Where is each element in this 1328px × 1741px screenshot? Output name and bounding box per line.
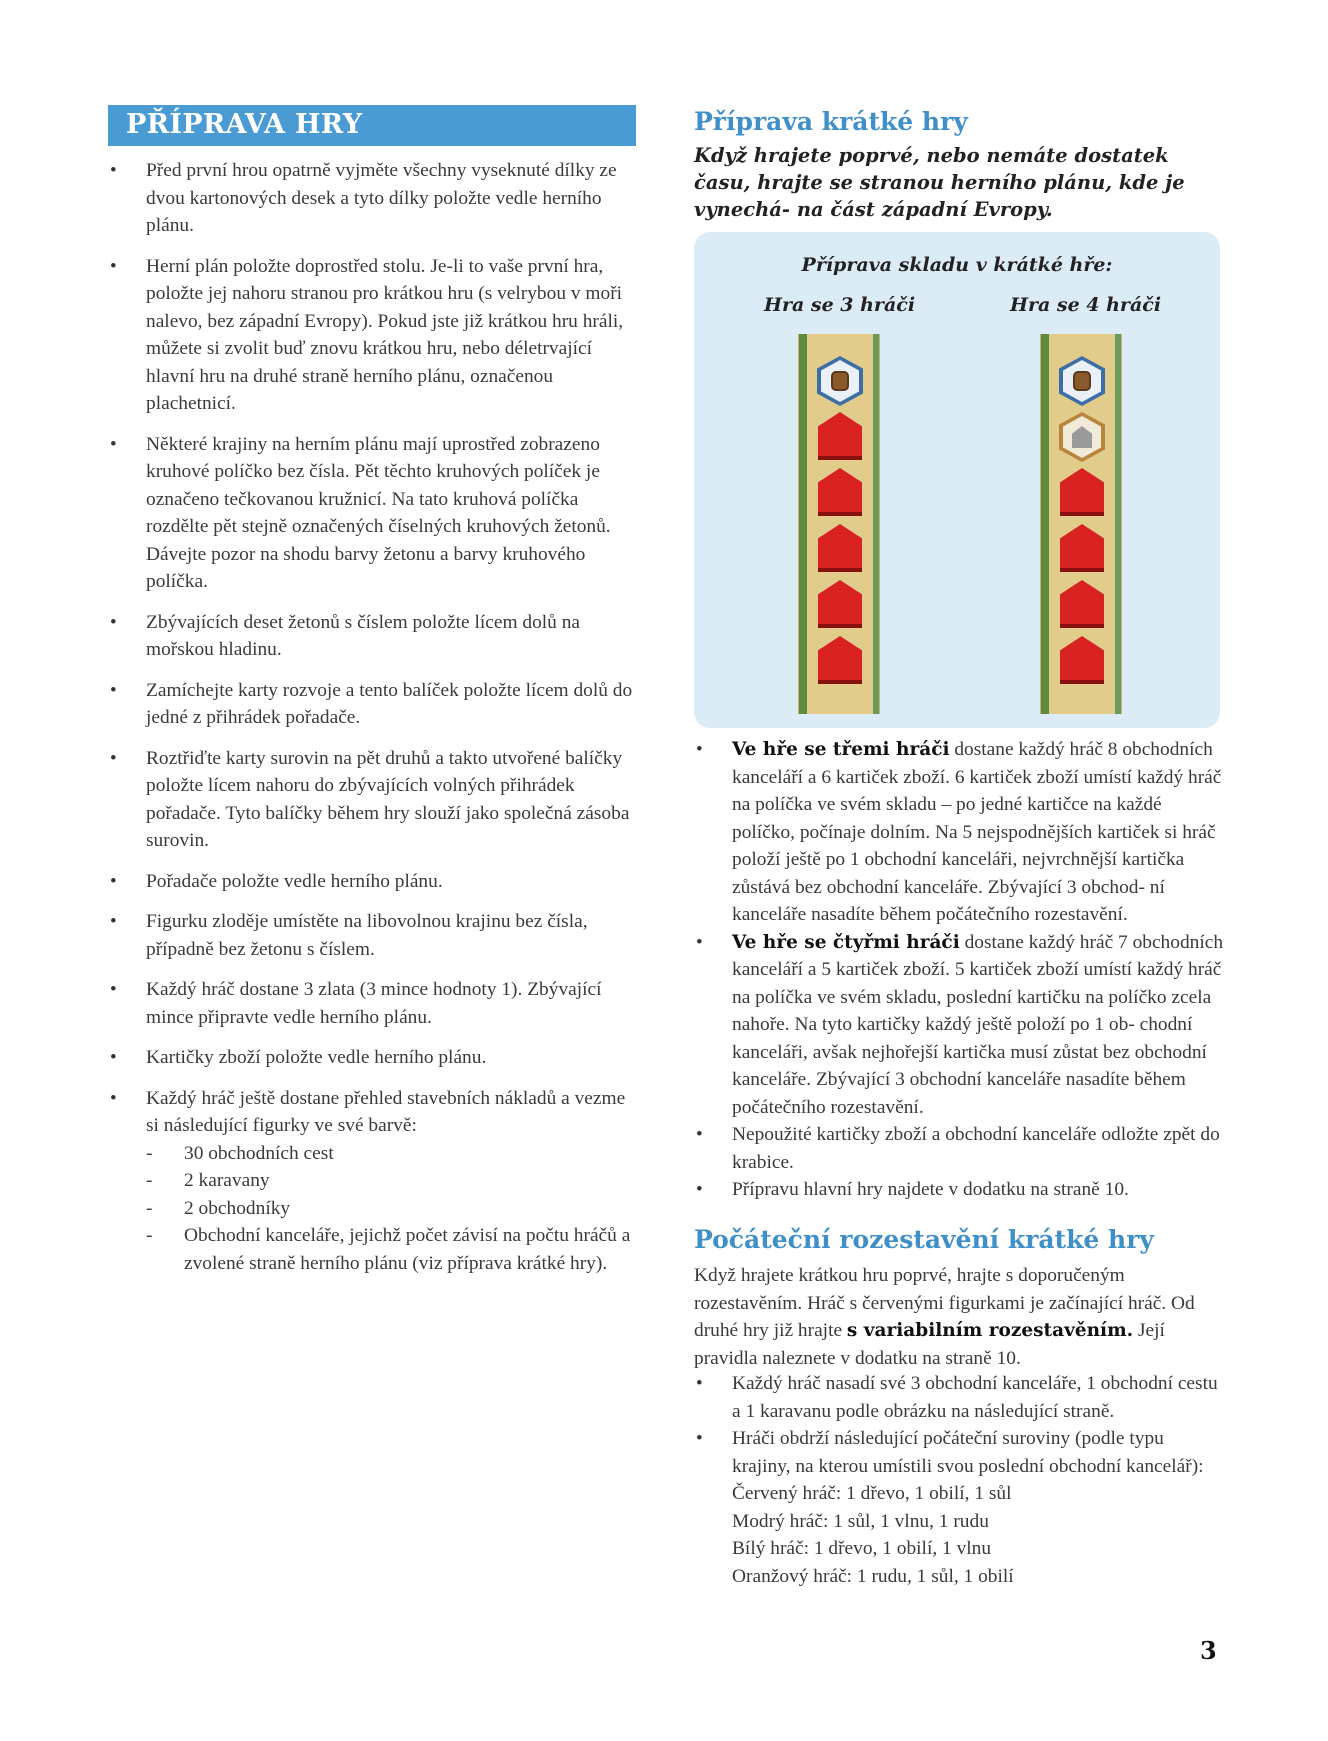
page-number: 3 (1200, 1636, 1217, 1665)
list-item: • Každý hráč ještě dostane přehled stavebních nákladů a vezme si následující figurky ve své barvě: - 30 obchodních cest - 2 karavany - 2 obchodníky - Obchodní kanceláře, jejichž počet závisí na počtu hráčů a zvolené straně herního plánu (viz příprava krátké hry). (108, 1085, 638, 1278)
office-figure (1059, 468, 1105, 518)
section-heading: PŘÍPRAVA HRY (108, 105, 636, 146)
list-item: • Zbývajících deset žetonů s číslem položte lícem dolů na mořskou hladinu. (110, 611, 580, 660)
office-figure (817, 636, 863, 686)
storage-strip-4p (1040, 334, 1122, 714)
empty-slot (1059, 412, 1105, 462)
list-item: • Hráči obdrží následující počáteční suroviny (podle typu krajiny, na kterou umístili svou poslední obchodní kancelář): Červený hráč: 1 dřevo, 1 obilí, 1 sůl Modrý hráč: 1 sůl, 1 vlnu, 1 rudu Bílý hráč: 1 dřevo, 1 obilí, 1 vlnu Oranžový hráč: 1 rudu, 1 sůl, 1 obilí (694, 1425, 1224, 1590)
dash-item: - 30 obchodních cest (146, 1142, 334, 1164)
list-item: • Ve hře se čtyřmi hráči dostane každý hráč 7 obchodních kanceláří a 5 kartiček zboží. 5 kartiček zboží umístí každý hráč na políčka ve svém skladu, poslední kartičku na políčko zcela nahoře. Na tyto kartičky každý ještě položí po 1 ob- chodní kanceláři, avšak nejhořejší kartička musí zůstat bez obchodní kanceláře. Zbývající 3 obchodní kanceláře nasadíte během počátečního rozestavění. (696, 931, 1224, 1118)
dash-item: - 2 obchodníky (146, 1197, 291, 1219)
initial-placement-heading: Počáteční rozestavění krátké hry (694, 1225, 1154, 1254)
office-figure (1059, 636, 1105, 686)
resource-line: Bílý hráč: 1 dřevo, 1 obilí, 1 vlnu (732, 1538, 992, 1559)
initial-placement-text: Když hrajete krátkou hru poprvé, hrajte s doporučeným rozestavěním. Hráč s červenými figurkami je začínající hráč. Od druhé hry již hrajte s variabilním rozestavěním. Její pravidla naleznete v dodatku na straně 10. (694, 1265, 1195, 1369)
list-item: • Zamíchejte karty rozvoje a tento balíček položte lícem dolů do jedné z přihrádek pořadače. (110, 679, 633, 728)
goods-tile (817, 356, 863, 406)
goods-tile (1059, 356, 1105, 406)
office-figure (817, 412, 863, 462)
office-figure (1059, 524, 1105, 574)
office-figure (817, 580, 863, 630)
office-figure (1059, 580, 1105, 630)
resource-line: Modrý hráč: 1 sůl, 1 vlnu, 1 rudu (732, 1510, 989, 1532)
storage-strip-3p (798, 334, 880, 714)
office-figure (817, 524, 863, 574)
resource-line: Červený hráč: 1 dřevo, 1 obilí, 1 sůl (732, 1483, 1012, 1504)
resource-line: Oranžový hráč: 1 rudu, 1 sůl, 1 obilí (732, 1565, 1014, 1587)
list-item: • Nepoužité kartičky zboží a obchodní kanceláře odložte zpět do krabice. (696, 1124, 1220, 1173)
house-icon (1072, 426, 1092, 448)
short-game-intro: Když hrajete poprvé, nebo nemáte dostatek času, hrajte se stranou herního plánu, kde je vynechá- na část západní Evropy. (694, 144, 1185, 221)
storage-setup-box (694, 232, 1220, 728)
box-title: Příprava skladu v krátké hře: (801, 254, 1113, 276)
list-item: • Herní plán položte doprostřed stolu. Je-li to vaše první hra, položte jej nahoru stranou pro krátkou hru (s velrybou v moři nalevo, bez západní Evropy). Pokud jste již krátkou hru hráli, můžete si zvolit buď znovu krátkou hru, nebo déletrvající hlavní hru na druhé straně herního plánu, označenou plachetnicí. (110, 255, 624, 414)
barrel-icon (1073, 371, 1091, 391)
office-figure (817, 468, 863, 518)
figure-list (146, 1140, 638, 1278)
short-setup-list (694, 736, 1224, 1204)
list-item: • Před první hrou opatrně vyjměte všechny vyseknuté dílky ze dvou kartonových desek a tyto dílky položte vedle herního plánu. (110, 160, 617, 236)
list-item: • Figurku zloděje umístěte na libovolnou krajinu bez čísla, případně bez žetonu s číslem. (110, 911, 588, 960)
list-item: • Ve hře se třemi hráči dostane každý hráč 8 obchodních kanceláří a 6 kartiček zboží. 6 kartiček zboží umístí každý hráč na políčka ve svém skladu – po jedné kartičce na každé políčko, počínaje dolním. Na 5 nejspodnějších kartiček si hráč položí ještě po 1 obchodní kanceláři, nejvrchnější kartička zůstává bez obchodní kanceláře. Zbývající 3 obchod- ní kanceláře nasadíte během počátečního rozestavění. (696, 739, 1222, 925)
dash-item: - Obchodní kanceláře, jejichž počet závisí na počtu hráčů a zvolené straně herního plánu (viz příprava krátké hry). (146, 1225, 631, 1274)
list-item: • Kartičky zboží položte vedle herního plánu. (110, 1047, 487, 1068)
list-item: • Každý hráč nasadí své 3 obchodní kanceláře, 1 obchodní cestu a 1 karavanu podle obrázku na následující straně. (696, 1373, 1218, 1422)
dash-item: - 2 karavany (146, 1170, 270, 1191)
four-player-label: Hra se 4 hráči (1010, 294, 1162, 316)
list-item: • Pořadače položte vedle herního plánu. (110, 870, 443, 892)
list-item: • Některé krajiny na herním plánu mají uprostřed zobrazeno kruhové políčko bez čísla. Pět těchto kruhových políček je označeno tečkovanou kružnicí. Na tato kruhová políčka rozdělte pět stejně označených číselných kruhových žetonů. Dávejte pozor na shodu barvy žetonu a barvy kruhového políčka. (110, 433, 611, 592)
initial-placement-list (694, 1370, 1224, 1590)
three-player-label: Hra se 3 hráči (764, 294, 916, 316)
barrel-icon (831, 371, 849, 391)
short-game-heading: Příprava krátké hry (694, 107, 968, 136)
list-item: • Roztřiďte karty surovin na pět druhů a takto utvořené balíčky položte lícem nahoru do zbývajících volných přihrádek pořadače. Tyto balíčky během hry slouží jako společná zásoba surovin. (110, 747, 630, 851)
list-item: • Přípravu hlavní hry najdete v dodatku na straně 10. (696, 1179, 1129, 1200)
setup-list (108, 157, 638, 1290)
list-item: • Každý hráč dostane 3 zlata (3 mince hodnoty 1). Zbývající mince připravte vedle herního plánu. (110, 979, 602, 1028)
